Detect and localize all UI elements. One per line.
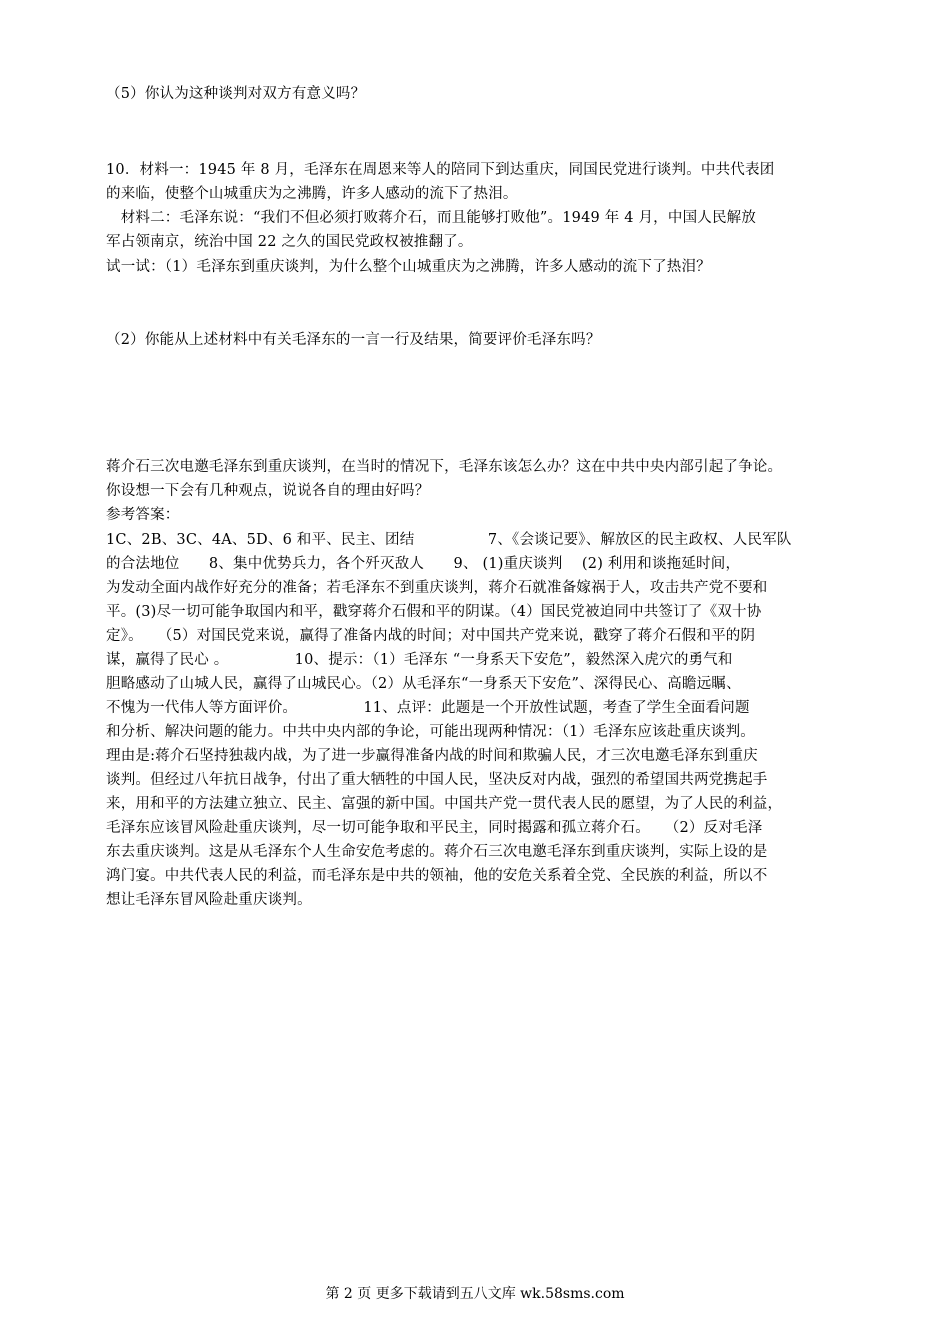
- question-11-line: 你设想一下会有几种观点，说说各自的理由好吗？: [106, 483, 430, 499]
- answer-line: 鸿门宴。中共代表人民的利益，而毛泽东是中共的领袖，他的安危关系着全党、全民族的利益，所以不: [106, 868, 768, 884]
- question-10-line: 10．材料一：1945 年 8 月，毛泽东在周恩来等人的陪同下到达重庆，同国民党进行谈判。中共代表团: [106, 162, 775, 178]
- answer-line: 东去重庆谈判。这是从毛泽东个人生命安危考虑的。蒋介石三次电邀毛泽东到重庆谈判，实际上设的是: [106, 844, 768, 860]
- question-11-line: 蒋介石三次电邀毛泽东到重庆谈判，在当时的情况下，毛泽东该怎么办？这在中共中央内部引起了争论。: [106, 459, 783, 475]
- answer-line: 的合法地位 8、集中优势兵力，各个歼灭敌人 9、 (1)重庆谈判 (2) 利用和谈拖延时间，: [106, 556, 741, 572]
- answer-line: 谈判。但经过八年抗日战争，付出了重大牺牲的中国人民，坚决反对内战，强烈的希望国共两党携起手: [106, 772, 768, 788]
- answer-line: 不愧为一代伟人等方面评价。 11、点评：此题是一个开放性试题，考查了学生全面看问题: [106, 700, 750, 716]
- answer-line: 胆略感动了山城人民，赢得了山城民心。（2）从毛泽东“一身系天下安危”、深得民心、高瞻远瞩、: [106, 676, 741, 692]
- page-footer: 第 2 页 更多下载请到五八文库 wk.58sms.com: [325, 1286, 625, 1302]
- answer-line: 毛泽东应该冒风险赴重庆谈判，尽一切可能争取和平民主，同时揭露和孤立蒋介石。 （2）反对毛泽: [106, 820, 763, 836]
- answer-line: 为发动全面内战作好充分的准备；若毛泽东不到重庆谈判，蒋介石就准备嫁祸于人，攻击共产党不要和: [106, 580, 768, 596]
- question-10-line: 材料二：毛泽东说：“我们不但必须打败蒋介石，而且能够打败他”。1949 年 4 月，中国人民解放: [106, 210, 757, 226]
- answer-line: 理由是:蒋介石坚持独裁内战，为了进一步赢得准备内战的时间和欺骗人民，才三次电邀毛泽东到重庆: [106, 748, 758, 764]
- answer-line: 想让毛泽东冒风险赴重庆谈判。: [106, 892, 312, 908]
- answer-line: 1C、2B、3C、4A、5D、6 和平、民主、团结 7、《会谈记要》、解放区的民主政权、人民军队: [106, 532, 792, 548]
- answer-line: 来，用和平的方法建立独立、民主、富强的新中国。中国共产党一贯代表人民的愿望，为了人民的利益，: [106, 796, 783, 812]
- question-10-line: 的来临，使整个山城重庆为之沸腾，许多人感动的流下了热泪。: [106, 186, 518, 202]
- question-10-part-2: （2）你能从上述材料中有关毛泽东的一言一行及结果，简要评价毛泽东吗？: [106, 332, 601, 348]
- answer-line: 定》。 （5）对国民党来说，赢得了准备内战的时间；对中国共产党来说，戳穿了蒋介石假和平的阴: [106, 628, 756, 644]
- answer-line: 谋，赢得了民心 。 10、提示：（1）毛泽东 “一身系天下安危”，毅然深入虎穴的勇气和: [106, 652, 733, 668]
- answers-heading: 参考答案：: [106, 507, 180, 523]
- answer-line: 平。(3)尽一切可能争取国内和平，戳穿蒋介石假和平的阴谋。（4）国民党被迫同中共签订了《双十协: [106, 604, 762, 620]
- question-5: （5）你认为这种谈判对双方有意义吗？: [106, 86, 366, 102]
- question-10-line: 试一试：（1）毛泽东到重庆谈判，为什么整个山城重庆为之沸腾，许多人感动的流下了热泪？: [106, 259, 711, 275]
- question-10-line: 军占领南京，统治中国 22 之久的国民党政权被推翻了。: [106, 234, 473, 250]
- answer-line: 和分析、解决问题的能力。中共中央内部的争论，可能出现两种情况：（1）毛泽东应该赴重庆谈判。: [106, 724, 755, 740]
